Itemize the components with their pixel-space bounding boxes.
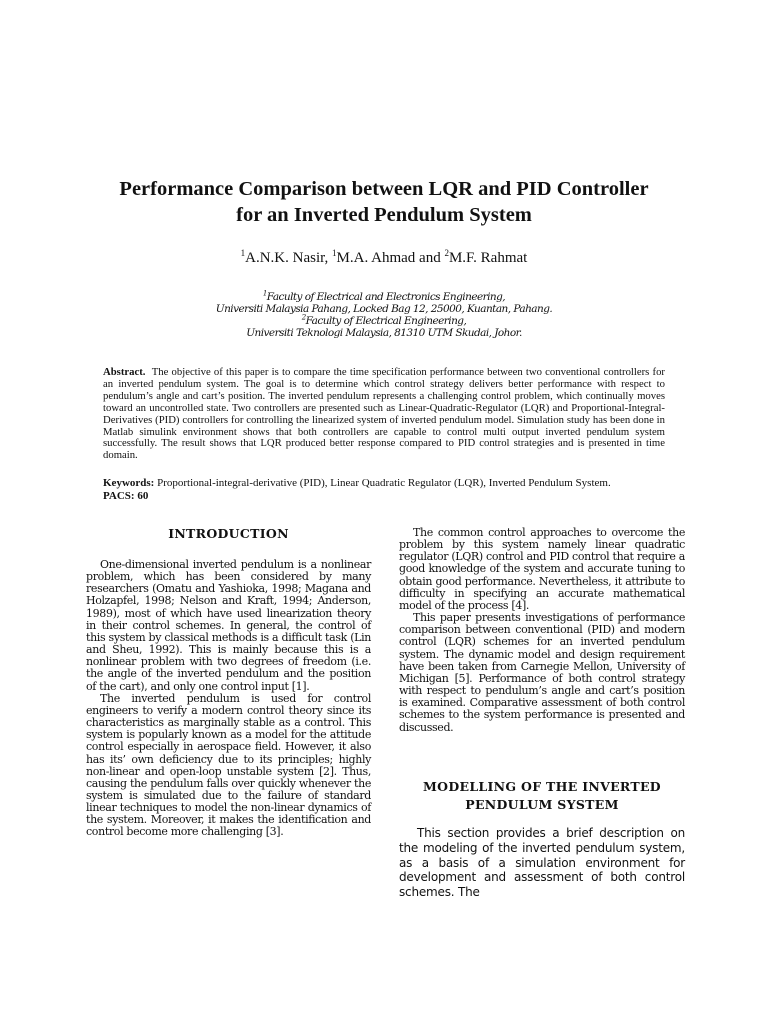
introduction-column-2 xyxy=(399,527,685,734)
affiliation-superscript: 2 xyxy=(301,313,306,322)
author-superscript: 1 xyxy=(332,248,337,258)
paragraph: One-dimensional inverted pendulum is a nonlinear problem, which has been considered by many researchers (Omatu and Yashioka, 1998; Magana and Holzapfel, 1998; Nelson and Kraft, 1994; Anderson, 1989), most of which have used linearization theory in their control schemes. In general, the control of this system by classical methods is a difficult task (Lin and Sheu, 1992). This is mainly because this is a nonlinear problem with two degrees of freedom (i.e. the angle of the inverted pendulum and the position of the cart), and only one control input [1]. xyxy=(86,558,371,693)
abstract xyxy=(103,367,665,462)
keywords-text: Proportional-integral-derivative (PID), Linear Quadratic Regulator (LQR), Inverted Pendulum System. xyxy=(157,477,611,489)
affiliation-line xyxy=(60,315,708,327)
affiliation-line: Universiti Teknologi Malaysia, 81310 UTM Skudai, Johor. xyxy=(246,327,522,339)
affiliation-line: Universiti Malaysia Pahang, Locked Bag 12, 25000, Kuantan, Pahang. xyxy=(215,303,553,315)
heading-line: PENDULUM SYSTEM xyxy=(465,797,619,812)
author-superscript: 1 xyxy=(240,248,246,258)
author-superscript: 2 xyxy=(444,248,449,258)
title-line: for an Inverted Pendulum System xyxy=(236,204,532,226)
abstract-label: Abstract. xyxy=(103,366,146,378)
paragraph: This paper presents investigations of performance comparison between conventional (PID) and modern control (LQR) schemes for an inverted pendulum system. The dynamic model and design requirement have been taken from Carnegie Mellon, University of Michigan [5]. Performance of both control strategy with respect to pendulum’s angle and cart’s position is examined. Comparative assessment of both control schemes to the system performance is presented and discussed. xyxy=(399,611,685,734)
author-name: M.A. Ahmad and xyxy=(336,250,445,266)
paragraph: The inverted pendulum is used for control engineers to verify a modern control theory since its characteristics as marginally stable as a control. This system is popularly known as a model for the attitude control especially in aerospace field. However, it also has its’ own deficiency due to its principles; highly non-linear and open-loop unstable system [2]. Thus, causing the pendulum falls over quickly whenever the system is simulated due to the failure of standard linear techniques to model the non-linear dynamics of the system. Moreover, it makes the identification and control become more challenging [3]. xyxy=(86,691,371,839)
introduction-column-1 xyxy=(86,559,371,839)
affiliation-line xyxy=(60,291,708,303)
affiliation-superscript: 1 xyxy=(262,289,267,298)
author-list xyxy=(60,248,708,268)
keywords xyxy=(103,477,683,490)
paragraph: The common control approaches to overcome the problem by this system namely linear quadratic regulator (LQR) control and PID control that require a good knowledge of the system and accurate tuning to obtain good performance. Nevertheless, it attribute to difficulty in specifying an accurate mathematical model of the process [4]. xyxy=(399,526,685,612)
paragraph: This section provides a brief description on the modeling of the inverted pendulum system, as a basis of a simulation environment for development and assessment of both control schemes. The xyxy=(399,826,685,900)
modelling-heading xyxy=(399,778,685,814)
affiliations xyxy=(60,291,708,339)
heading-line: MODELLING OF THE INVERTED xyxy=(423,779,661,794)
abstract-text: The objective of this paper is to compare the time specification performance between two conventional controllers for an inverted pendulum system. The goal is to determine which control strategy delivers better performance with respect to pendulum’s angle and cart’s position. The inverted pendulum represents a challenging control problem, which continually moves toward an uncontrolled state. Two controllers are presented such as Linear-Quadratic-Regulator (LQR) and Proportional-Integral-Derivatives (PID) controllers for controlling the linearized system of inverted pendulum model. Simulation study has been done in Matlab simulink environment shows that both controllers are capable to control multi output inverted pendulum system successfully. The result shows that LQR produced better response compared to PID control strategies and is presented in time domain. xyxy=(103,366,665,462)
introduction-heading: INTRODUCTION xyxy=(168,526,289,541)
affiliation-text: Faculty of Electrical Engineering, xyxy=(305,315,467,327)
title-line: Performance Comparison between LQR and PID Controller xyxy=(119,178,649,200)
author-name: A.N.K. Nasir, xyxy=(245,250,333,266)
paper-title xyxy=(60,176,708,228)
pacs-code: PACS: 60 xyxy=(103,490,149,502)
modelling-body xyxy=(399,826,685,900)
affiliation-text: Faculty of Electrical and Electronics Engineering, xyxy=(266,291,506,303)
keywords-label: Keywords: xyxy=(103,477,158,489)
author-name: M.F. Rahmat xyxy=(448,250,528,266)
